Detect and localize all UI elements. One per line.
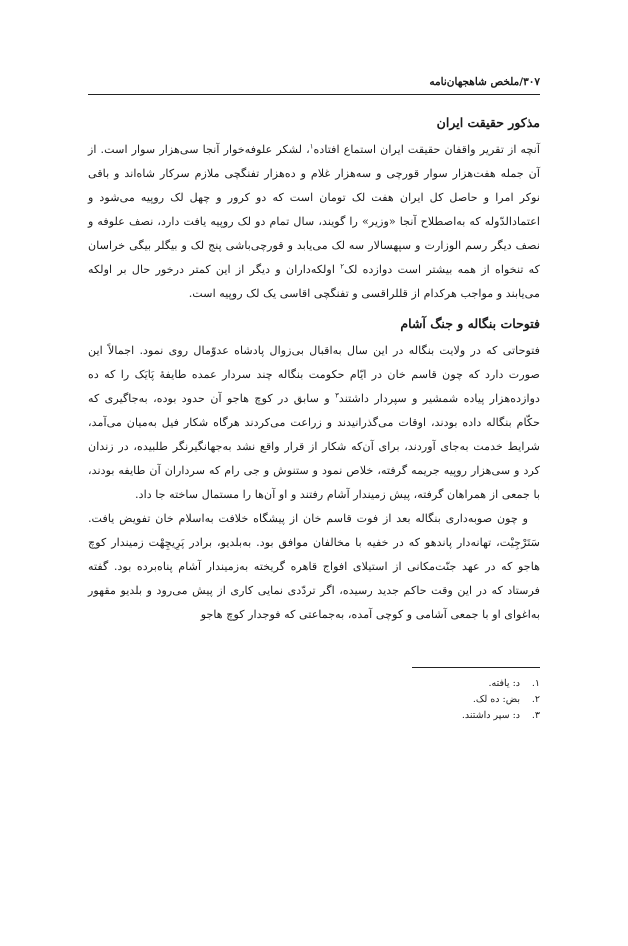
footnote: [88, 676, 540, 692]
footnote-marker: ۱: [309, 142, 314, 151]
footnote-marker: ۳: [335, 391, 339, 400]
footnote-number: ۳.: [531, 710, 540, 721]
section-heading: مذکور حقیقت ایران: [436, 115, 540, 130]
paragraph-text: ، لشکر علوفه‌خوار آنجا سی‌هزار سوار است. از آن جمله هفت‌هزار سوار قورچی و سه‌هزار غلام و ده‌هزار تفنگچی ملازم سرکار شاه‌اند و باقی نوکر امرا و حاصل کل ایران هفت لک تومان است که دو کرور و چهل لک روپیه می‌شود و اعتمادالدّوله که به‌اصطلاح آنجا «وزیر» را گویند، سال تمام دو لک روپیه یافت دارد، نصف علوفه و نصف دیگر رسم الوزارت و سپهسالار سه لک می‌یابد و قورچی‌باشی پنج لک و بیگلر بیگی خراسان که تنخواه از همه بیشتر است دوازده لک: [88, 143, 541, 276]
footnote-divider: [412, 667, 540, 668]
footnote: [88, 708, 540, 724]
footnote: [88, 692, 540, 708]
footnote-number: ۲.: [531, 694, 540, 705]
paragraph-text: فتوحاتی که در ولایت بنگاله در این سال به‌اقبال بی‌زوال پادشاه عدوّمال روی نمود. اجمالاً این صورت دارد که چون قاسم خان در ایّام حکومت بنگاله چند سردار عمده طایفهٔ پَایَک را که ده دوازده‌هزار پیاده شمشیر و سپردار داشتند: [88, 344, 540, 405]
paragraph: [88, 339, 540, 507]
section: [88, 316, 540, 627]
footnote-text: بض: ده لک.: [472, 694, 520, 705]
document-page: [88, 76, 540, 906]
footnote-marker: ۲: [340, 262, 344, 271]
footnote-text: د: یافته.: [488, 678, 520, 689]
paragraph-text: اولکه‌داران و دیگر از این کمتر درخور حال بر اولکه می‌یابند و مواجب هرکدام از قللراقسی و تفنگچی اقاسی یک لک روپیه است.: [88, 263, 540, 300]
paragraph: [88, 507, 540, 627]
paragraph-text: و چون صوبه‌داری بنگاله بعد از فوت قاسم خان از پیشگاه خلافت به‌اسلام خان تفویض یافت. سَتَرْجِیْت، تهانه‌دار پاندهو که در خفیه با مخالفان موافق بود. به‌بلدیو، برادر پَرِیچِهْت زمیندار کوچ هاجو که در عهد جنّت‌مکانی از استیلای افواج قاهره گریخته به‌زمیندار آشام پناه‌برده بود. گفته فرستاد که در این وقت حاکم جدید رسیده، اگر تردّدی نمایی کاری از پیش می‌رود و بلدیو مقهور به‌اغوای او با جمعی آشامی و کوچی آمده، به‌جماعتی که فوجدار کوچ هاجو: [88, 512, 540, 621]
paragraph-text: و سابق در کوچ هاجو آن حدود بوده، به‌جاگیری که حکّام بنگاله داده بودند، اوقات می‌گذرانیدند و زراعت می‌کردند هرگاه شکار فیل به‌میان می‌آمد، شرایط خدمت به‌جای آوردند، برای آن‌که شکار از قرار واقع نشد به‌جهانگیرنگر طلبیده، در زندان کرد و سی‌هزار روپیه جریمه گرفته، خلاص نمود و ستنوش و جی رام که سرداران آن طایفه بودند، با جمعی از همراهان گرفته، پیش زمیندار آشام رفتند و او آن‌ها را مستمال ساخته جا داد.: [88, 392, 540, 501]
paragraph: [88, 138, 540, 306]
footnotes: [88, 676, 540, 724]
running-head: ۳۰۷/ملخص شاهجهان‌نامه: [88, 76, 540, 95]
paragraph-text: آنچه از تقریر واقفان حقیقت ایران استماع افتاده: [313, 143, 540, 156]
section: [88, 115, 540, 306]
section-heading: فتوحات بنگاله و جنگ آشام: [400, 316, 540, 331]
footnote-number: ۱.: [531, 678, 540, 689]
body-content: [88, 115, 540, 627]
footnote-text: د: سپر داشتند.: [461, 710, 520, 721]
